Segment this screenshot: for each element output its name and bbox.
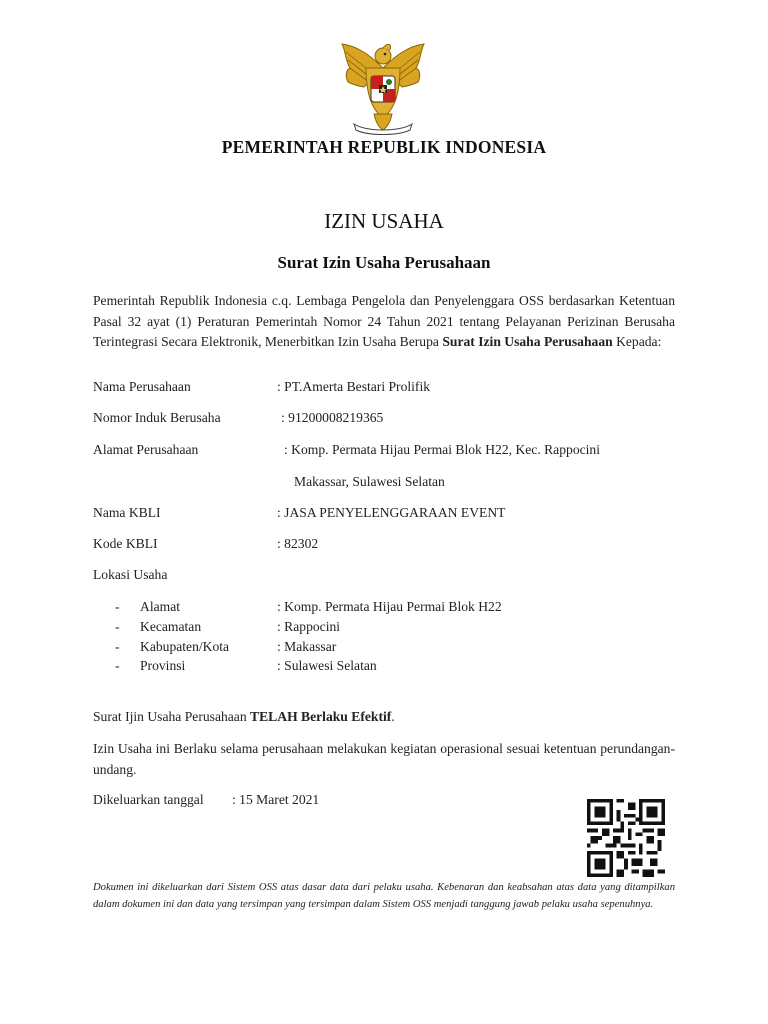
status-line: [93, 709, 395, 725]
intro-text-end: Kepada:: [612, 334, 662, 349]
nib-value: : 91200008219365: [281, 410, 384, 425]
government-heading: PEMERINTAH REPUBLIK INDONESIA: [221, 137, 547, 157]
nib-label: Nomor Induk Berusaha: [93, 410, 221, 425]
kbli-code-label: Kode KBLI: [93, 536, 158, 551]
kbli-name-label: Nama KBLI: [93, 505, 161, 520]
company-name-value: : PT.Amerta Bestari Prolifik: [277, 379, 431, 394]
status-suffix: .: [391, 709, 395, 724]
company-name-label: Nama Perusahaan: [93, 379, 191, 394]
list-bullet: -: [115, 658, 120, 673]
list-bullet: -: [115, 599, 120, 614]
location-address-value: : Komp. Permata Hijau Permai Blok H22: [277, 599, 502, 614]
validity-paragraph: Izin Usaha ini Berlaku selama perusahaan melakukan kegiatan operasional sesuai ketentuan perundangan-undang.: [93, 741, 675, 777]
location-address-label: Alamat: [140, 599, 181, 614]
status-prefix: Surat Ijin Usaha Perusahaan: [93, 709, 251, 724]
address-label: Alamat Perusahaan: [93, 442, 199, 457]
list-bullet: -: [115, 619, 120, 634]
list-bullet: -: [115, 639, 120, 654]
document-subtitle: Surat Izin Usaha Perusahaan: [277, 253, 491, 272]
address-value: : Komp. Permata Hijau Permai Blok H22, Kec. Rappocini: [284, 442, 600, 457]
location-heading: Lokasi Usaha: [93, 567, 168, 582]
document-title: IZIN USAHA: [324, 209, 444, 233]
issued-date-label: Dikeluarkan tanggal: [93, 792, 204, 807]
issued-date-value: : 15 Maret 2021: [232, 792, 320, 807]
location-city-label: Kabupaten/Kota: [140, 639, 230, 654]
qr-code-icon: [585, 799, 667, 877]
kbli-name-value: : JASA PENYELENGGARAAN EVENT: [277, 505, 506, 520]
location-district-label: Kecamatan: [140, 619, 202, 634]
location-city-value: : Makassar: [277, 639, 337, 654]
intro-paragraph: [93, 291, 675, 353]
kbli-code-value: : 82302: [277, 536, 319, 551]
location-district-value: : Rappocini: [277, 619, 341, 634]
garuda-emblem-icon: [336, 38, 430, 136]
address-value-line2: Makassar, Sulawesi Selatan: [294, 474, 445, 489]
status-effective: TELAH Berlaku Efektif: [250, 709, 392, 724]
location-province-label: Provinsi: [140, 658, 186, 673]
intro-text: Pemerintah Republik Indonesia c.q. Lembaga Pengelola dan Penyelenggara OSS berdasarkan Ketentuan Pasal 32 ayat (1) Peraturan Pemerintah Nomor 24 Tahun 2021 tentang Pelayanan Perizinan Berusaha Terintegrasi Secara Elektronik, Menerbitkan Izin Usaha Berupa: [93, 293, 675, 349]
footnote-disclaimer: Dokumen ini dikeluarkan dari Sistem OSS atas dasar data dari pelaku usaha. Kebenaran dan keabsahan atas data yang ditampilkan dalam dokumen ini dan data yang tersimpan yang tersimpan dalam Sistem OSS menjadi tanggung jawab pelaku usaha sepenuhnya.: [93, 882, 675, 910]
intro-bold-text: Surat Izin Usaha Perusahaan: [442, 334, 613, 349]
location-province-value: : Sulawesi Selatan: [277, 658, 377, 673]
